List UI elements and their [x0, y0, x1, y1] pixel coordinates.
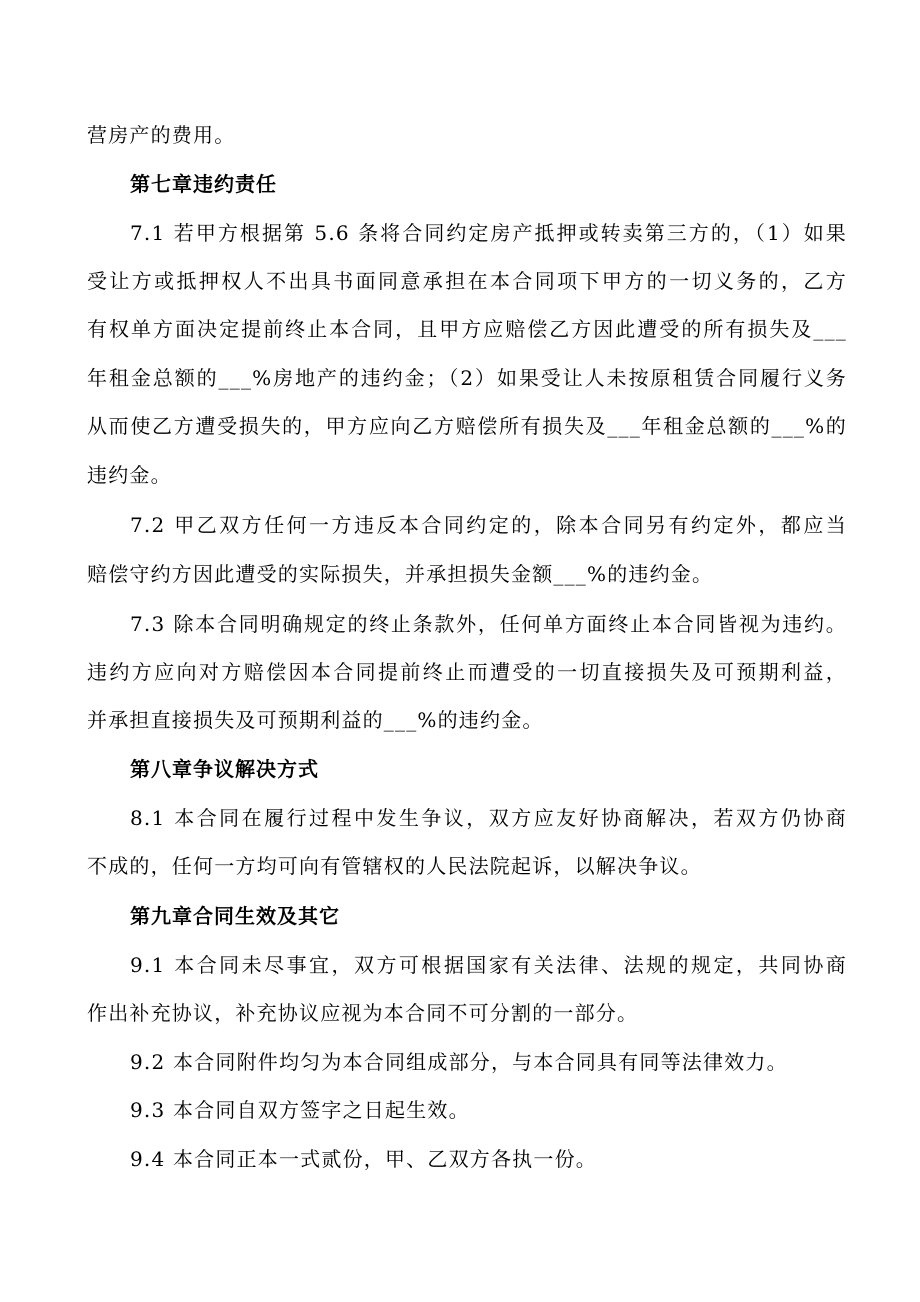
chapter-heading-9: 第九章合同生效及其它 — [130, 904, 340, 928]
paragraph-line: 营房产的费用。 — [87, 123, 236, 147]
clause-7-3-line: 违约方应向对方赔偿因本合同提前终止而遭受的一切直接损失及可预期利益， — [87, 660, 847, 684]
clause-7-1-line: 违约金。 — [87, 463, 172, 487]
clause-7-1-line: 年租金总额的___%房地产的违约金；（2）如果受让人未按原租赁合同履行义务 — [87, 366, 847, 390]
chapter-heading-7: 第七章违约责任 — [130, 172, 277, 196]
clause-7-1-line: 有权单方面决定提前终止本合同，且甲方应赔偿乙方因此遭受的所有损失及___ — [87, 317, 847, 341]
clause-8-1-line: 不成的，任何一方均可向有管辖权的人民法院起诉，以解决争议。 — [87, 854, 702, 878]
clause-9-3-line: 9.3 本合同自双方签字之日起生效。 — [130, 1098, 470, 1122]
chapter-heading-8: 第八章争议解决方式 — [130, 757, 319, 781]
clause-9-2-line: 9.2 本合同附件均匀为本合同组成部分，与本合同具有同等法律效力。 — [130, 1050, 788, 1074]
clause-8-1-line: 8.1 本合同在履行过程中发生争议，双方应友好协商解决，若双方仍协商 — [130, 806, 847, 830]
clause-7-1-line: 从而使乙方遭受损失的，甲方应向乙方赔偿所有损失及___年租金总额的___%的 — [87, 414, 847, 438]
clause-7-2-line: 7.2 甲乙双方任何一方违反本合同约定的，除本合同另有约定外，都应当 — [130, 513, 847, 537]
clause-7-3-line: 并承担直接损失及可预期利益的___%的违约金。 — [87, 708, 544, 732]
clause-7-3-line: 7.3 除本合同明确规定的终止条款外，任何单方面终止本合同皆视为违约。 — [130, 612, 847, 636]
clause-9-1-line: 作出补充协议，补充协议应视为本合同不可分割的一部分。 — [87, 1001, 639, 1025]
clause-9-4-line: 9.4 本合同正本一式贰份，甲、乙双方各执一份。 — [130, 1147, 597, 1171]
clause-7-1-line: 7.1 若甲方根据第 5.6 条将合同约定房产抵押或转卖第三方的，（1）如果 — [130, 221, 847, 245]
clause-7-2-line: 赔偿守约方因此遭受的实际损失，并承担损失金额___%的违约金。 — [87, 562, 714, 586]
clause-7-1-line: 受让方或抵押权人不出具书面同意承担在本合同项下甲方的一切义务的，乙方 — [87, 269, 847, 293]
clause-9-1-line: 9.1 本合同未尽事宜，双方可根据国家有关法律、法规的规定，共同协商 — [130, 953, 847, 977]
